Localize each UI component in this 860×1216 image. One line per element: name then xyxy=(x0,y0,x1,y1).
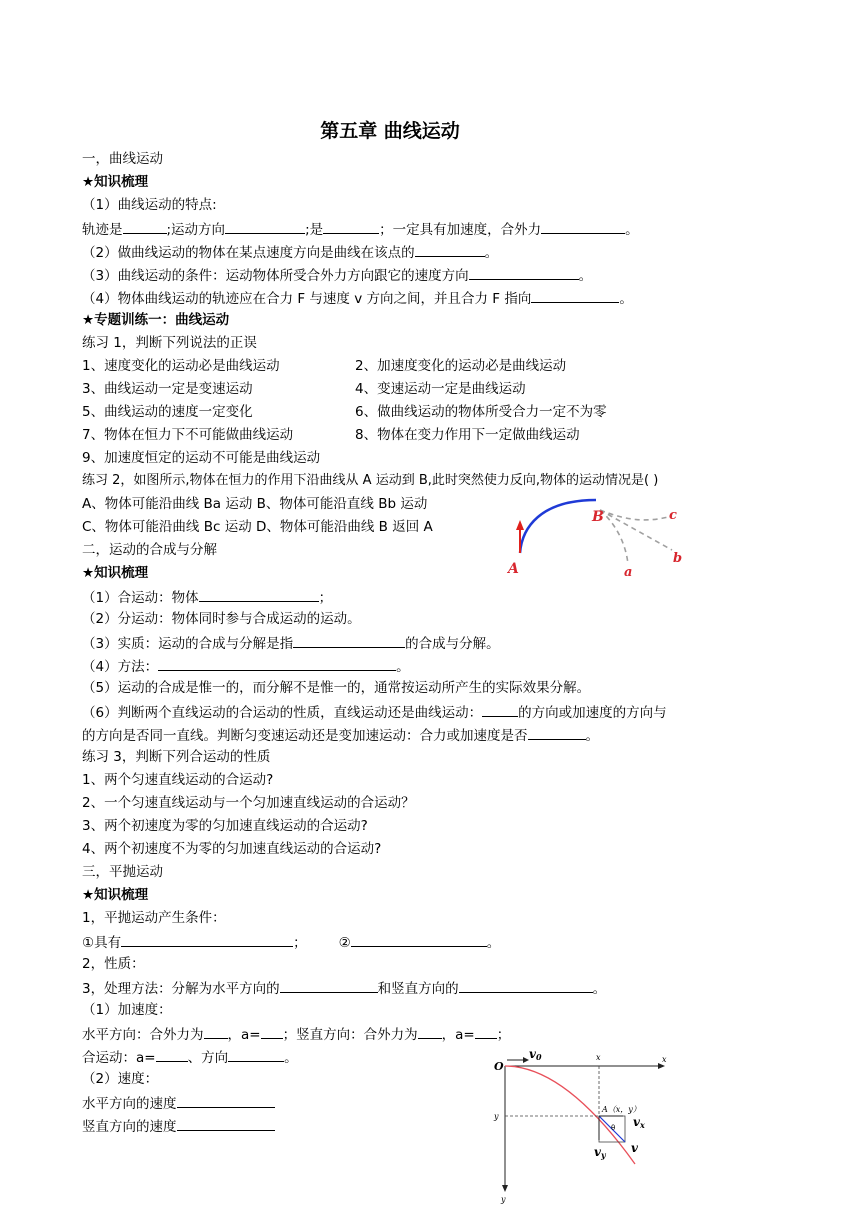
vx-label-main: v xyxy=(633,1115,640,1129)
s3-c1-b: ② xyxy=(338,935,351,951)
s3-c1: 1，平抛运动产生条件： xyxy=(82,910,226,926)
blank xyxy=(204,1024,228,1039)
y-axis-label: y xyxy=(501,1195,506,1204)
s3-acc-h-a: 水平方向：合外力为 xyxy=(82,1027,204,1043)
s3-acc-h-e: ； xyxy=(496,1027,511,1043)
s3-acc-c-a: 合运动：a= xyxy=(82,1050,156,1066)
section2-knowledge: ★知识梳理 xyxy=(82,565,149,581)
s3-acc-h-b: ，a= xyxy=(227,1027,261,1043)
s1-p3-text: （3）曲线运动的条件：运动物体所受合外力方向跟它的速度方向 xyxy=(82,268,469,284)
s1-l1-b: ;运动方向 xyxy=(166,222,226,238)
vx-label xyxy=(633,1115,645,1130)
s2-p1 xyxy=(82,587,332,607)
parabola-path xyxy=(505,1066,635,1164)
s1-l1-d: ；一定具有加速度，合外力 xyxy=(379,222,542,238)
s3-vel-v-text: 竖直方向的速度 xyxy=(82,1119,177,1135)
s2-p1-end: ； xyxy=(318,590,333,606)
blank xyxy=(177,1116,275,1131)
list-item: 3、两个初速度为零的匀加速直线运动的合运动? xyxy=(82,818,368,834)
s3-c1-items xyxy=(82,932,500,952)
blank xyxy=(531,288,619,303)
path-c xyxy=(600,510,672,520)
blank xyxy=(228,1047,284,1062)
x-top-label: x xyxy=(596,1053,601,1062)
s3-c3 xyxy=(82,978,606,998)
vy-label-sub: y xyxy=(600,1150,606,1160)
s1-p3 xyxy=(82,265,592,285)
vx-label-sub: x xyxy=(639,1120,645,1130)
list-item: 4、变速运动一定是曲线运动 xyxy=(355,381,526,397)
s3-c1-end: 。 xyxy=(486,935,501,951)
blank xyxy=(177,1093,275,1108)
list-item: 2、一个匀速直线运动与一个匀加速直线运动的合运动？ xyxy=(82,795,415,811)
exercise3-title: 练习 3，判断下列合运动的性质 xyxy=(82,749,271,765)
v0-label-sub: 0 xyxy=(535,1052,542,1062)
s2-p6-cont xyxy=(82,725,599,745)
theta-label: θ xyxy=(611,1124,616,1132)
list-item: 1、速度变化的运动必是曲线运动 xyxy=(82,358,280,374)
y-axis-arrow xyxy=(502,1185,508,1192)
blank xyxy=(261,1024,283,1039)
v0-label xyxy=(529,1047,542,1062)
v0-label-main: v xyxy=(529,1047,536,1061)
s1-l1-e: 。 xyxy=(625,222,639,238)
x-axis-label: x xyxy=(662,1055,667,1064)
list-item: 1、两个匀速直线运动的合运动? xyxy=(82,772,274,788)
arrow-head xyxy=(516,520,524,530)
blank xyxy=(415,242,485,257)
s2-p6 xyxy=(82,702,667,722)
blank xyxy=(121,932,293,947)
s1-p2-text: （2）做曲线运动的物体在某点速度方向是曲线在该点的 xyxy=(82,245,415,261)
s2-p6-c: 的方向是否同一直线。判断匀变速运动还是变加速运动：合力或加速度是否 xyxy=(82,728,528,744)
exercise2-title: 练习 2，如图所示,物体在恒力的作用下沿曲线从 A 运动到 B,此时突然使力反向,物体的运动情况是( ) xyxy=(82,473,659,488)
blank xyxy=(280,978,378,993)
s1-l1-a: 轨迹是 xyxy=(82,222,123,238)
s3-acc-h-c: ；竖直方向：合外力为 xyxy=(282,1027,418,1043)
list-item: 6、做曲线运动的物体所受合力一定不为零 xyxy=(355,404,607,420)
s3-c1-sep: ； xyxy=(293,935,307,951)
s1-line1 xyxy=(82,219,639,239)
topic-training: ★专题训练一：曲线运动 xyxy=(82,312,230,328)
s2-p3-text: （3）实质：运动的合成与分解是指 xyxy=(82,636,294,652)
s1-p4-end: 。 xyxy=(619,291,633,307)
curve-a-to-b xyxy=(520,500,596,553)
s3-vel-h-text: 水平方向的速度 xyxy=(82,1096,177,1112)
list-item: 5、曲线运动的速度一定变化 xyxy=(82,404,253,420)
s3-acc: （1）加速度： xyxy=(82,1002,172,1018)
s3-acc-h-d: ，a= xyxy=(441,1027,475,1043)
projectile-figure xyxy=(485,1046,675,1206)
s1-p2-end: 。 xyxy=(484,245,499,261)
label-A: A xyxy=(508,561,519,577)
s2-p6-a: （6）判断两个直线运动的合运动的性质，直线运动还是曲线运动： xyxy=(82,705,483,721)
s2-p4-end: 。 xyxy=(396,659,410,675)
s3-c1-a: ①具有 xyxy=(82,935,122,951)
blank xyxy=(225,219,305,234)
s3-c3-a: 3，处理方法：分解为水平方向的 xyxy=(82,981,280,997)
blank xyxy=(199,587,319,602)
exercise2-options-ab: A、物体可能沿曲线 Ba 运动 B、物体可能沿直线 Bb 运动 xyxy=(82,496,428,512)
s3-c2: 2，性质： xyxy=(82,956,145,972)
s2-p1-text: （1）合运动：物体 xyxy=(82,590,199,606)
s1-p4 xyxy=(82,288,633,308)
s1-p2 xyxy=(82,242,498,262)
section1-knowledge: ★知识梳理 xyxy=(82,174,149,190)
path-b xyxy=(600,510,672,550)
blank xyxy=(541,219,625,234)
s3-acc-h xyxy=(82,1024,510,1044)
s2-p4 xyxy=(82,656,410,676)
label-c: c xyxy=(669,508,677,523)
trajectory-figure xyxy=(500,488,700,580)
s3-vel-v xyxy=(82,1116,275,1136)
blank xyxy=(293,633,405,648)
exercise2-options-cd: C、物体可能沿曲线 Bc 运动 D、物体可能沿曲线 B 返回 A xyxy=(82,519,433,535)
blank xyxy=(323,219,379,234)
s2-p3-end: 的合成与分解。 xyxy=(405,636,500,652)
s2-p6-b: 的方向或加速度的方向与 xyxy=(518,705,667,721)
origin-label: O xyxy=(494,1060,504,1073)
list-item: 7、物体在恒力下不可能做曲线运动 xyxy=(82,427,294,443)
list-item: 4、两个初速度不为零的匀加速直线运动的合运动? xyxy=(82,841,382,857)
point-A-label: A（x，y） xyxy=(602,1105,641,1114)
blank xyxy=(475,1024,497,1039)
blank xyxy=(351,932,487,947)
section3-heading: 三，平抛运动 xyxy=(82,864,163,880)
blank xyxy=(482,702,518,717)
exercise1-title: 练习 1，判断下列说法的正误 xyxy=(82,335,257,351)
s2-p5: （5）运动的合成是惟一的，而分解不是惟一的，通常按运动所产生的实际效果分解。 xyxy=(82,680,591,696)
label-b: b xyxy=(673,551,683,566)
s3-c3-end: 。 xyxy=(592,981,607,997)
list-item: 8、物体在变力作用下一定做曲线运动 xyxy=(355,427,580,443)
s3-acc-c xyxy=(82,1047,298,1067)
s1-l1-c: ;是 xyxy=(305,222,324,238)
s3-acc-c-b: 、方向 xyxy=(187,1050,229,1066)
blank xyxy=(158,656,396,671)
vy-label-main: v xyxy=(594,1145,601,1159)
s2-p3 xyxy=(82,633,500,653)
s3-acc-c-end: 。 xyxy=(284,1050,298,1066)
s3-c3-b: 和竖直方向的 xyxy=(377,981,459,997)
label-a: a xyxy=(624,565,633,580)
label-B: B xyxy=(592,509,604,525)
blank xyxy=(469,265,579,280)
page-title: 第五章 曲线运动 xyxy=(320,120,460,142)
section1-heading: 一，曲线运动 xyxy=(82,151,163,167)
s3-vel: （2）速度： xyxy=(82,1071,159,1087)
blank xyxy=(459,978,593,993)
path-a xyxy=(600,510,628,564)
list-item: 3、曲线运动一定是变速运动 xyxy=(82,381,253,397)
section2-heading: 二，运动的合成与分解 xyxy=(82,542,217,558)
s1-p4-text: （4）物体曲线运动的轨迹应在合力 F 与速度 v 方向之间，并且合力 F 指向 xyxy=(82,291,532,307)
s2-p4-text: （4）方法： xyxy=(82,659,159,675)
y-left-label: y xyxy=(494,1112,499,1121)
blank xyxy=(418,1024,442,1039)
blank xyxy=(156,1047,188,1062)
s2-p6-end: 。 xyxy=(585,728,599,744)
blank xyxy=(528,725,586,740)
vy-label xyxy=(594,1145,607,1160)
v-label: v xyxy=(631,1141,638,1155)
list-item: 9、加速度恒定的运动不可能是曲线运动 xyxy=(82,450,321,466)
s2-p2: （2）分运动：物体同时参与合成运动的运动。 xyxy=(82,611,361,627)
section3-knowledge: ★知识梳理 xyxy=(82,887,149,903)
list-item: 2、加速度变化的运动必是曲线运动 xyxy=(355,358,567,374)
s1-p3-end: 。 xyxy=(578,268,593,284)
s3-vel-h xyxy=(82,1093,275,1113)
s1-p1: （1）曲线运动的特点: xyxy=(82,197,217,213)
blank xyxy=(123,219,167,234)
